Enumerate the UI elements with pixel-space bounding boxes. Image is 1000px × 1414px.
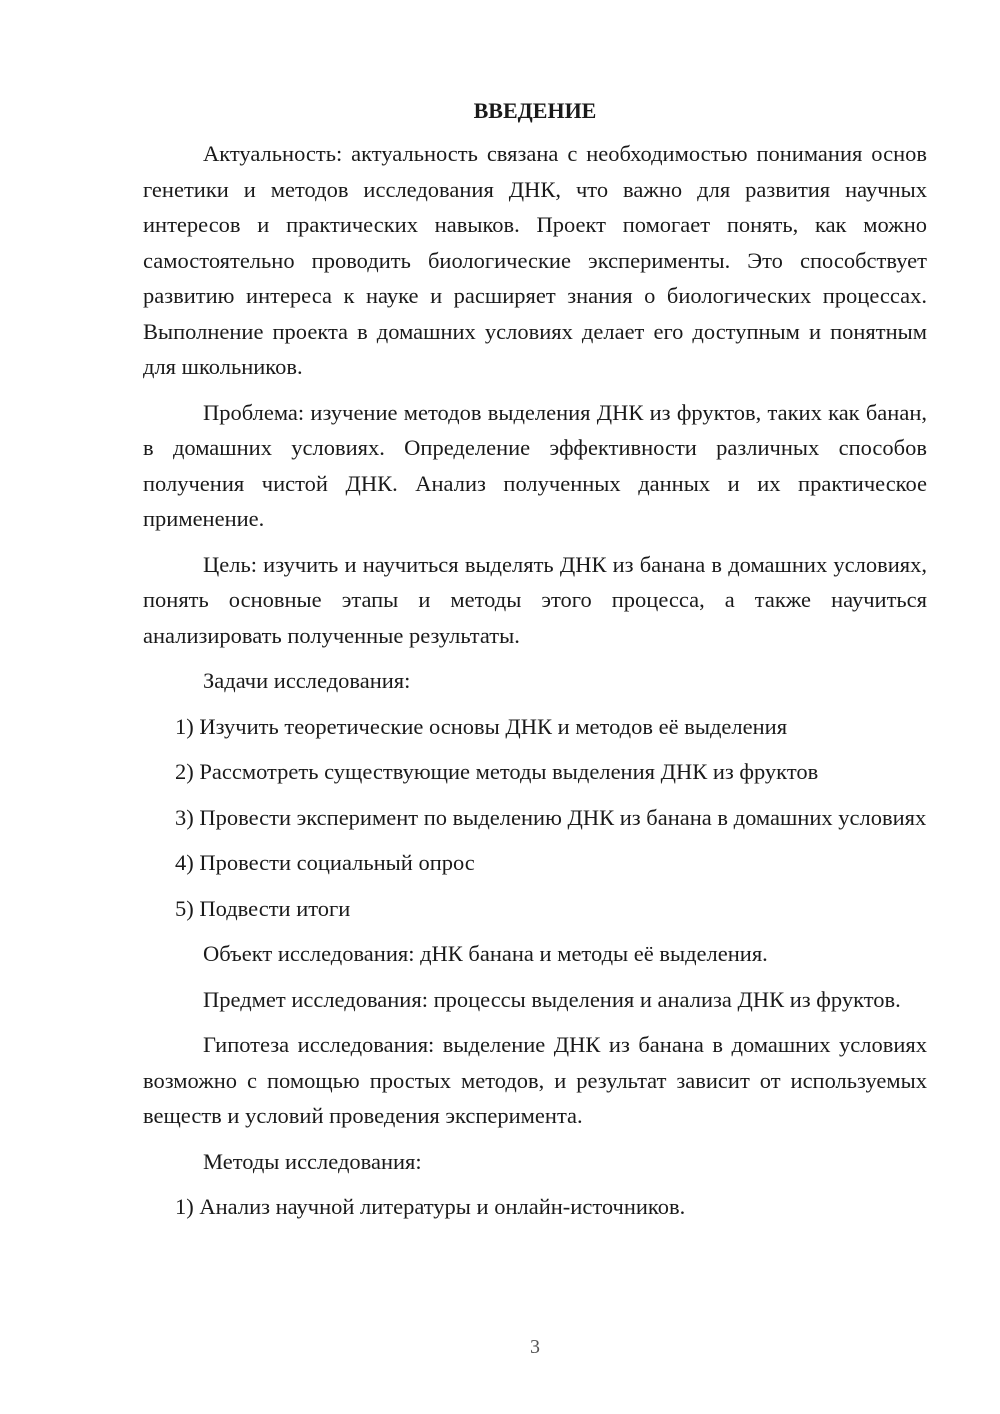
relevance-paragraph: Актуальность: актуальность связана с необходимостью понимания основ генетики и методов исследования ДНК, что важно для развития научных интересов и практических навыков. Проект помогает понять, как можно самостоятельно проводить биологические эксперименты. Это способствует развитию интереса к науке и расширяет знания о биологических процессах. Выполнение проекта в домашних условиях делает его доступным и понятным для школьников. — [143, 141, 927, 379]
task-item-1: 1) Изучить теоретические основы ДНК и методов её выделения — [175, 713, 788, 739]
page-content — [143, 96, 927, 1235]
task-item-5: 5) Подвести итоги — [175, 895, 351, 921]
methods-title: Методы исследования: — [203, 1148, 422, 1174]
subject-paragraph: Предмет исследования: процессы выделения и анализа ДНК из фруктов. — [203, 986, 901, 1012]
task-item-4: 4) Провести социальный опрос — [175, 850, 475, 875]
page-number: 3 — [530, 1336, 540, 1358]
problem-paragraph: Проблема: изучение методов выделения ДНК из фруктов, таких как банан, в домашних условиях. Определение эффективности различных способов получения чистой ДНК. Анализ полученных данных и их практическое применение. — [143, 399, 927, 531]
task-item-3: 3) Провести эксперимент по выделению ДНК из банана в домашних условиях — [175, 804, 927, 830]
goal-paragraph: Цель: изучить и научиться выделять ДНК из банана в домашних условиях, понять основные этапы и методы этого процесса, а также научиться анализировать полученные результаты. — [143, 551, 927, 648]
method-item-1: 1) Анализ научной литературы и онлайн-источников. — [175, 1194, 686, 1219]
tasks-title: Задачи исследования: — [203, 668, 411, 693]
hypothesis-paragraph: Гипотеза исследования: выделение ДНК из банана в домашних условиях возможно с помощью простых методов, и результат зависит от используемых веществ и условий проведения эксперимента. — [143, 1032, 927, 1128]
object-paragraph: Объект исследования: дНК банана и методы её выделения. — [203, 941, 768, 966]
section-heading: ВВЕДЕНИЕ — [473, 98, 597, 123]
task-item-2: 2) Рассмотреть существующие методы выделения ДНК из фруктов — [175, 759, 819, 784]
